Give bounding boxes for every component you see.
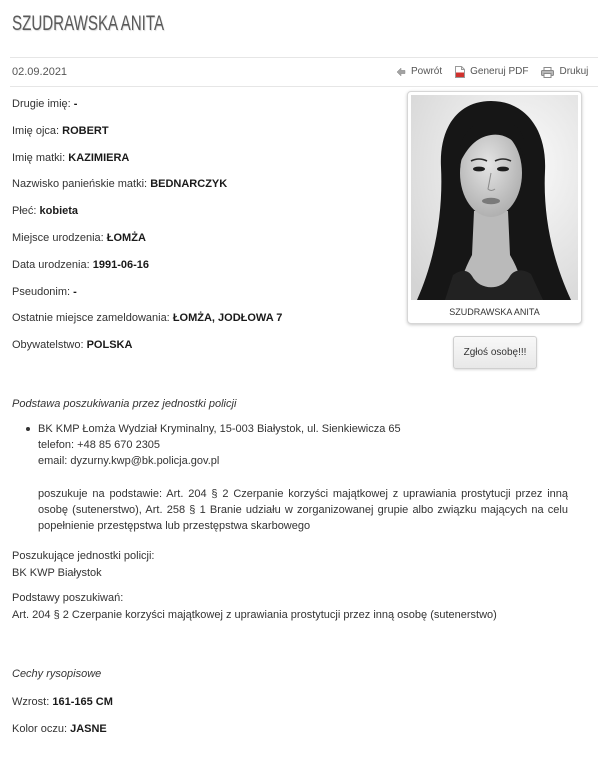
- personal-details: [12, 96, 282, 364]
- detail-value: kobieta: [39, 205, 79, 218]
- feature-value: JASNE: [70, 722, 107, 735]
- pdf-file-icon[interactable]: [455, 66, 465, 78]
- detail-label: Imię ojca:: [12, 124, 60, 137]
- detail-value: ŁOMŻA: [106, 231, 146, 244]
- detail-mother-name: [12, 150, 282, 177]
- detail-label: Drugie imię:: [12, 98, 71, 110]
- legal-grounds-label: Podstawy poszukiwań:: [12, 592, 124, 604]
- detail-second-name: [12, 96, 282, 123]
- detail-label: Data urodzenia:: [12, 258, 90, 271]
- divider: [10, 86, 598, 87]
- detail-value: -: [73, 285, 77, 298]
- detail-father-name: [12, 123, 282, 150]
- feature-height: [12, 694, 113, 721]
- detail-label: Płeć:: [12, 205, 37, 218]
- search-basis-heading: Podstawa poszukiwania przez jednostki policji: [12, 398, 237, 410]
- features-heading: Cechy rysopisowe: [12, 668, 102, 680]
- detail-label: Ostatnie miejsce zameldowania:: [12, 312, 170, 325]
- print-link[interactable]: [541, 64, 588, 80]
- legal-grounds-value: Art. 204 § 2 Czerpanie korzyści majątkowej z uprawiania prostytucji przez inną osobę (sutenerstwo): [12, 609, 497, 621]
- unit-email: [38, 453, 568, 469]
- detail-value: KAZIMIERA: [68, 151, 130, 164]
- detail-birth-date: [12, 257, 282, 284]
- divider: [10, 57, 598, 58]
- detail-value: BEDNARCZYK: [150, 178, 228, 191]
- page-title: SZUDRAWSKA ANITA: [12, 12, 165, 35]
- detail-value: 1991-06-16: [92, 258, 150, 271]
- unit-grounds: poszukuje na podstawie: Art. 204 § 2 Czerpanie korzyści majątkowej z uprawiania prostytucji przez inną osobę (sutenerstwo), Art. 258 § 1 Branie udziału w zorganizowanej grupie albo związku mających na celu popełnienie przestępstwa lub przestępstwa skarbowego: [38, 487, 568, 533]
- feature-label: Wzrost:: [12, 696, 50, 708]
- detail-alias: [12, 284, 282, 311]
- suspect-photo: [411, 95, 578, 300]
- back-arrow-icon[interactable]: [396, 67, 406, 77]
- phone-value: +48 85 670 2305: [77, 439, 161, 452]
- photo-card: [407, 91, 582, 324]
- detail-last-address: [12, 310, 282, 337]
- detail-sex: [12, 203, 282, 230]
- searching-units-label: Poszukujące jednostki policji:: [12, 550, 155, 562]
- detail-citizenship: [12, 337, 282, 364]
- spacer: [38, 470, 568, 486]
- print-label[interactable]: Drukuj: [559, 66, 589, 77]
- printer-icon[interactable]: [541, 67, 554, 78]
- email-label: email:: [38, 455, 68, 468]
- detail-label: Pseudonim:: [12, 285, 71, 298]
- detail-mother-maiden-name: [12, 176, 282, 203]
- generate-pdf-link[interactable]: [455, 64, 528, 80]
- detail-value: POLSKA: [86, 339, 133, 352]
- back-link[interactable]: [396, 64, 442, 80]
- searching-units-value: BK KWP Białystok: [12, 567, 102, 579]
- detail-value: -: [73, 98, 78, 110]
- feature-label: Kolor oczu:: [12, 722, 68, 735]
- unit-phone: [38, 437, 568, 453]
- detail-label: Nazwisko panieńskie matki:: [12, 178, 148, 191]
- physical-features: [12, 694, 113, 748]
- detail-value: ŁOMŻA, JODŁOWA 7: [172, 312, 283, 325]
- detail-label: Obywatelstwo:: [12, 339, 84, 352]
- back-label[interactable]: Powrót: [411, 66, 443, 77]
- police-units-list: [38, 421, 568, 534]
- feature-eye-color: [12, 721, 113, 748]
- detail-birthplace: [12, 230, 282, 257]
- report-person-button[interactable]: Zgłoś osobę!!!: [453, 336, 537, 369]
- feature-value: 161-165 CM: [52, 696, 113, 708]
- detail-label: Imię matki:: [12, 151, 66, 164]
- detail-value: ROBERT: [62, 124, 109, 137]
- generate-pdf-label[interactable]: Generuj PDF: [470, 66, 529, 77]
- legal-grounds: [12, 590, 497, 624]
- email-value: dyzurny.kwp@bk.policja.gov.pl: [70, 455, 220, 468]
- photo-caption: SZUDRAWSKA ANITA: [449, 307, 540, 317]
- bullet: [26, 427, 30, 431]
- list-item: [38, 421, 568, 534]
- toolbar: [396, 64, 588, 80]
- unit-name: BK KMP Łomża Wydział Kryminalny, 15-003 Białystok, ul. Sienkiewicza 65: [38, 423, 401, 435]
- phone-label: telefon:: [38, 439, 75, 452]
- searching-units: [12, 548, 154, 582]
- publication-date: 02.09.2021: [12, 66, 68, 78]
- detail-label: Miejsce urodzenia:: [12, 231, 104, 244]
